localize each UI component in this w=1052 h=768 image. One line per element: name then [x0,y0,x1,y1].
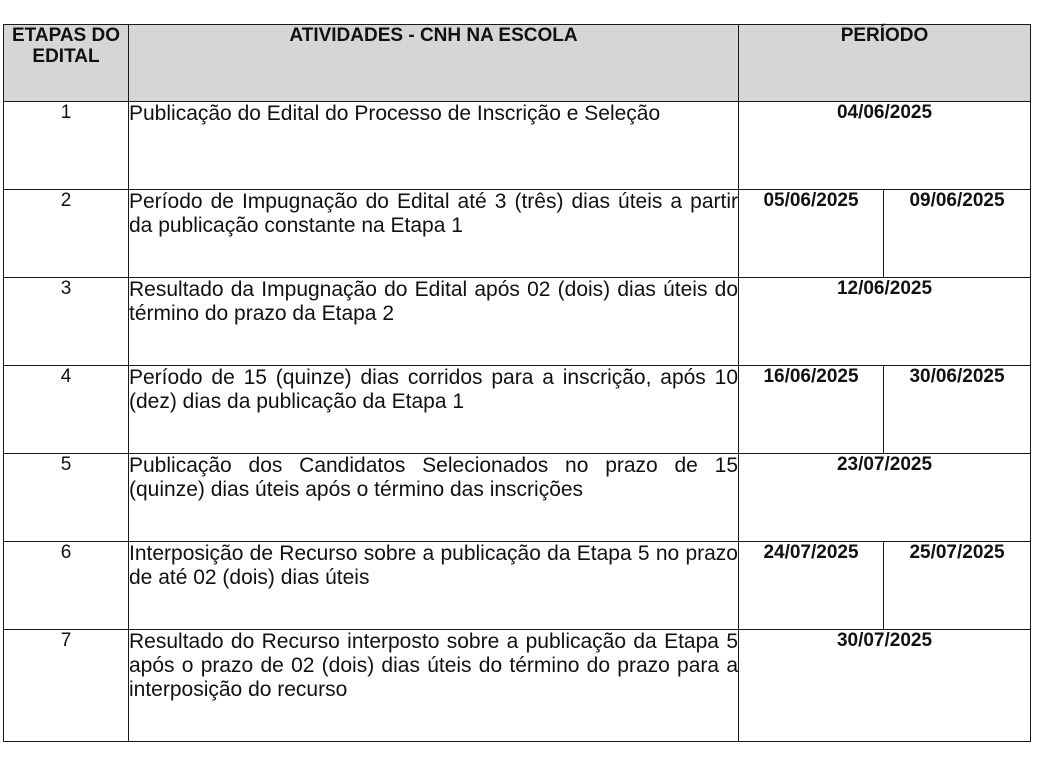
atividade-text: Interposição de Recurso sobre a publicação da Etapa 5 no prazo de até 02 (dois) dias úteis [129,542,739,630]
table-row [4,366,1031,454]
etapa-number: 2 [4,190,129,278]
atividade-text: Publicação dos Candidatos Selecionados no prazo de 15 (quinze) dias úteis após o término das inscrições [129,454,739,542]
etapa-number: 5 [4,454,129,542]
table-row [4,542,1031,630]
periodo-date: 12/06/2025 [739,278,1031,366]
periodo-start-date: 24/07/2025 [739,542,884,630]
atividade-text: Publicação do Edital do Processo de Inscrição e Seleção [129,102,739,190]
header-etapas: ETAPAS DO EDITAL [4,25,129,102]
periodo-date: 30/07/2025 [739,630,1031,742]
etapa-number: 7 [4,630,129,742]
atividade-text: Resultado do Recurso interposto sobre a publicação da Etapa 5 após o prazo de 02 (dois) dias úteis do término do prazo para a interposição do recurso [129,630,739,742]
table-row [4,278,1031,366]
table-row [4,454,1031,542]
atividade-text: Período de Impugnação do Edital até 3 (três) dias úteis a partir da publicação constante na Etapa 1 [129,190,739,278]
etapa-number: 3 [4,278,129,366]
table-row [4,102,1031,190]
etapa-number: 6 [4,542,129,630]
header-row [4,25,1031,102]
header-atividades: ATIVIDADES - CNH NA ESCOLA [129,25,739,102]
table-row [4,630,1031,742]
etapa-number: 1 [4,102,129,190]
periodo-date: 23/07/2025 [739,454,1031,542]
periodo-end-date: 30/06/2025 [884,366,1031,454]
periodo-date: 04/06/2025 [739,102,1031,190]
atividade-text: Resultado da Impugnação do Edital após 02 (dois) dias úteis do término do prazo da Etapa 2 [129,278,739,366]
schedule-table [3,24,1031,742]
periodo-end-date: 09/06/2025 [884,190,1031,278]
periodo-end-date: 25/07/2025 [884,542,1031,630]
periodo-start-date: 05/06/2025 [739,190,884,278]
atividade-text: Período de 15 (quinze) dias corridos para a inscrição, após 10 (dez) dias da publicação da Etapa 1 [129,366,739,454]
periodo-start-date: 16/06/2025 [739,366,884,454]
etapa-number: 4 [4,366,129,454]
header-periodo: PERÍODO [739,25,1031,102]
table-row [4,190,1031,278]
